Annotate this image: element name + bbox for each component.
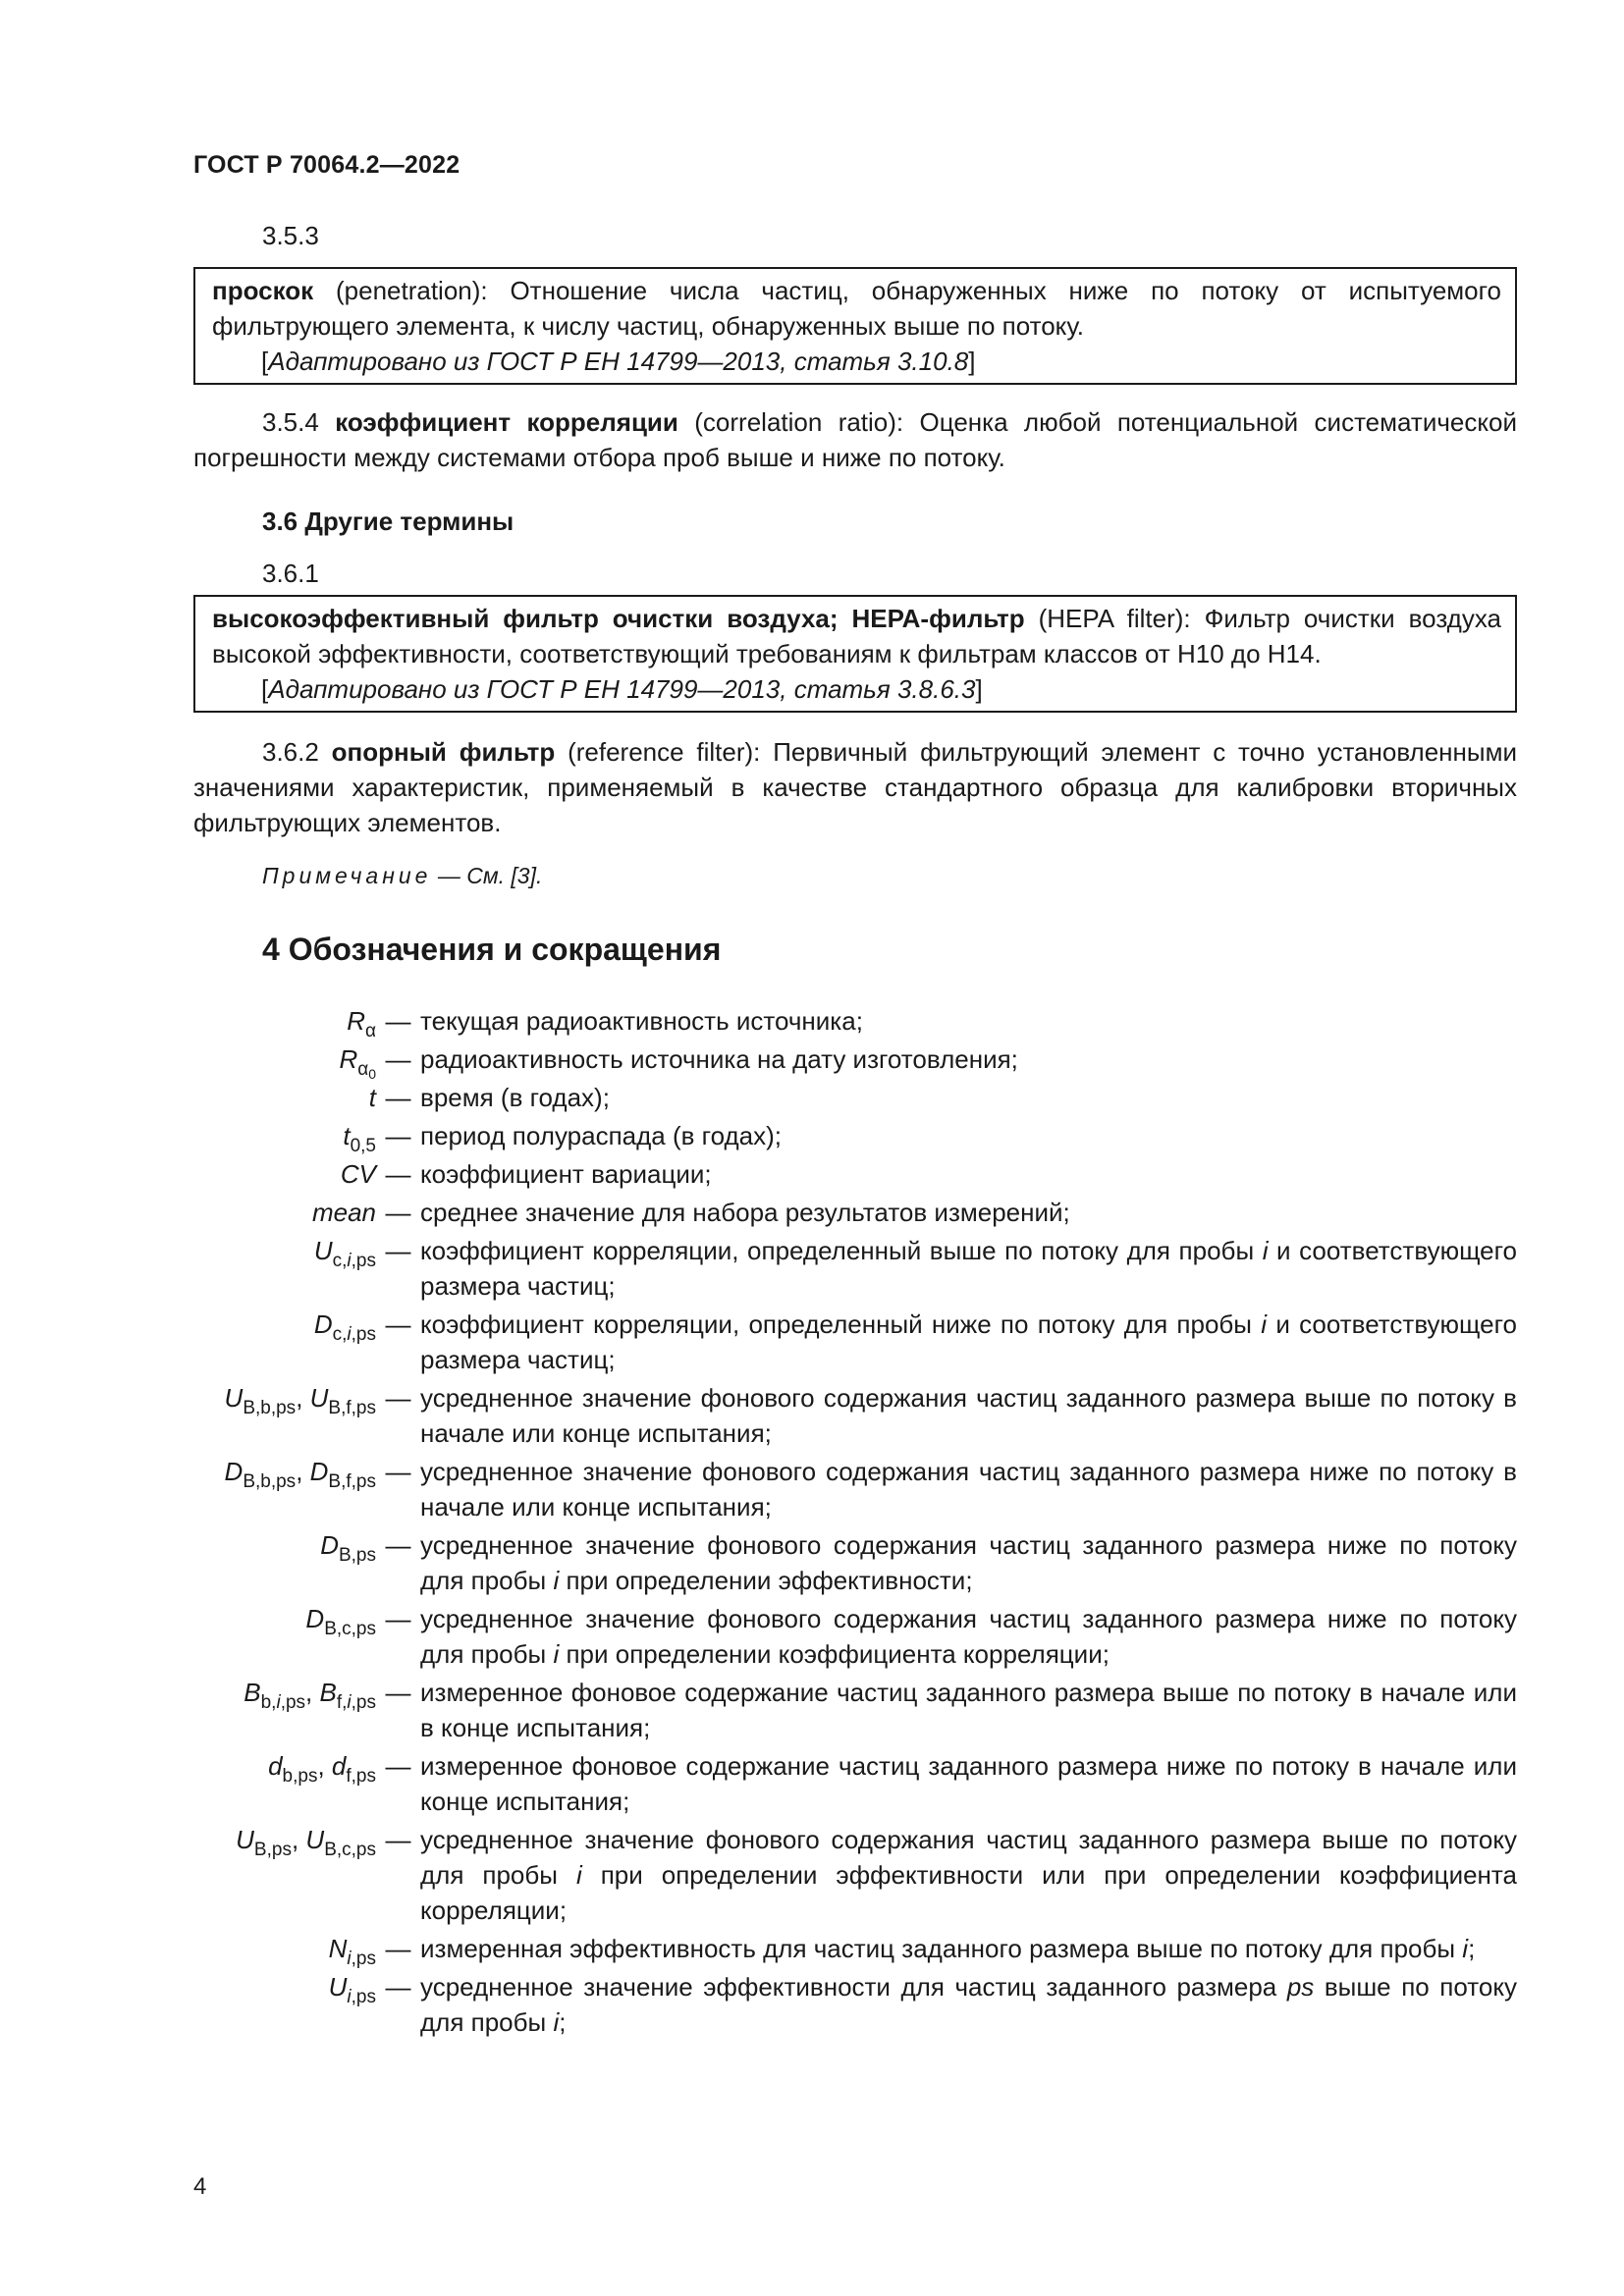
symbol-definition: усредненное значение эффективности для частиц заданного размера ps выше по потоку для пробы i; [420, 1972, 1517, 2037]
symbol-definition: усредненное значение фонового содержания частиц заданного размера ниже по потоку для пробы i при определении эффективности; [420, 1530, 1517, 1595]
symbol-row: $R_\alpha$ — текущая радиоактивность источника; [147, 1003, 1517, 1039]
term-name: коэффициент корреляции [335, 407, 678, 437]
symbol-definition: измеренная эффективность для частиц заданного размера выше по потоку для пробы i; [420, 1934, 1476, 1963]
symbols-list [147, 1003, 1517, 2043]
symbol-definition: среднее значение для набора результатов измерений; [420, 1198, 1070, 1227]
symbol-row: $d_{b,ps}$, $d_{f,ps}$ — измеренное фоновое содержание частиц заданного размера ниже по потоку в начале или конце испытания; [147, 1748, 1517, 1819]
symbol-row: $D_{B,b,ps}$, $D_{B,f,ps}$ — усредненное значение фонового содержания частиц заданного размера ниже по потоку в начале или конце испытания; [147, 1454, 1517, 1524]
term-source: [Адаптировано из ГОСТ Р ЕН 14799—2013, статья 3.10.8] [261, 347, 976, 376]
symbol-definition: коэффициент корреляции, определенный выше по потоку для пробы i и соответствующего размера частиц; [420, 1236, 1517, 1301]
symbol-row: $U_{c,i,ps}$ — коэффициент корреляции, определенный выше по потоку для пробы i и соответствующего размера частиц; [147, 1233, 1517, 1304]
symbol-definition: время (в годах); [420, 1083, 610, 1112]
symbol-definition: усредненное значение фонового содержания частиц заданного размера выше по потоку в начале или конце испытания; [420, 1383, 1517, 1448]
page-number: 4 [193, 2173, 207, 2200]
symbol: $U_{i,ps}$ [328, 1972, 376, 2007]
symbol-definition: радиоактивность источника на дату изготовления; [420, 1044, 1018, 1074]
term-reference-filter: 3.6.2 опорный фильтр (reference filter): Первичный фильтрующий элемент с точно установленными значениями характеристик, применяемый в качестве стандартного образца для калибровки вторичных фильтрующих элементов. [193, 737, 1517, 837]
symbol-row: $B_{b,i,ps}$, $B_{f,i,ps}$ — измеренное фоновое содержание частиц заданного размера выше по потоку в начале или в конце испытания; [147, 1675, 1517, 1745]
symbol: $d_{b,ps}$, $d_{f,ps}$ [268, 1751, 376, 1787]
term-name: высокоэффективный фильтр очистки воздуха; НЕРА-фильтр [212, 604, 1025, 633]
symbol: t [368, 1083, 376, 1112]
symbol-definition: период полураспада (в годах); [420, 1121, 782, 1150]
symbol-row: $D_{B,ps}$ — усредненное значение фонового содержания частиц заданного размера ниже по потоку для пробы i при определении эффективности; [147, 1527, 1517, 1598]
symbol-row: $U_{B,b,ps}$, $U_{B,f,ps}$ — усредненное значение фонового содержания частиц заданного размера выше по потоку в начале или конце испытания; [147, 1380, 1517, 1451]
symbol: $N_{i,ps}$ [328, 1934, 376, 1969]
symbol: $D_{B,ps}$ [320, 1530, 376, 1566]
symbol: $D_{c,i,ps}$ [313, 1309, 376, 1345]
term-number: 3.6.1 [262, 559, 319, 588]
symbol: $B_{b,i,ps}$, $B_{f,i,ps}$ [244, 1678, 376, 1713]
term-name: проскок [212, 276, 314, 305]
term-correlation-ratio: 3.5.4 коэффициент корреляции (correlation ratio): Оценка любой потенциальной систематической погрешности между системами отбора проб выше и ниже по потоку. [193, 407, 1517, 472]
symbol: CV [340, 1159, 376, 1189]
note: Примечание — См. [3]. [262, 863, 543, 888]
symbol-row: $R_{\alpha_0}$ — радиоактивность источника на дату изготовления; [147, 1041, 1517, 1077]
term-source: [Адаптировано из ГОСТ Р ЕН 14799—2013, статья 3.8.6.3] [261, 674, 983, 704]
symbol-definition: коэффициент корреляции, определенный ниже по потоку для пробы i и соответствующего размера частиц; [420, 1309, 1517, 1374]
symbol-row: $U_{B,ps}$, $U_{B,c,ps}$ — усредненное значение фонового содержания частиц заданного размера выше по потоку для пробы i при определении эффективности или при определении коэффициента корреляции; [147, 1822, 1517, 1928]
symbol-definition: текущая радиоактивность источника; [420, 1006, 863, 1036]
symbol: $U_{B,b,ps}$, $U_{B,f,ps}$ [224, 1383, 376, 1418]
symbol-definition: измеренное фоновое содержание частиц заданного размера выше по потоку в начале или в конце испытания; [420, 1678, 1517, 1742]
document-header: ГОСТ Р 70064.2—2022 [193, 151, 460, 179]
term-definition: высокоэффективный фильтр очистки воздуха; НЕРА-фильтр (HEPA filter): Фильтр очистки воздуха высокой эффективности, соответствующий требованиям к фильтрам классов от H10 до H14. [212, 604, 1502, 668]
symbol-row: t — время (в годах); [147, 1080, 1517, 1115]
term-box-hepa [193, 595, 1517, 713]
symbol: $R_{\alpha_0}$ [339, 1044, 376, 1082]
symbol: $D_{B,b,ps}$, $D_{B,f,ps}$ [224, 1457, 376, 1492]
term-box-penetration [193, 267, 1517, 385]
symbol-definition: измеренное фоновое содержание частиц заданного размера ниже по потоку в начале или конце испытания; [420, 1751, 1517, 1816]
symbol: $U_{c,i,ps}$ [313, 1236, 376, 1271]
subsection-heading: 3.6 Другие термины [262, 507, 514, 536]
term-number: 3.5.3 [262, 221, 319, 250]
symbol-definition: коэффициент вариации; [420, 1159, 712, 1189]
symbol-definition: усредненное значение фонового содержания частиц заданного размера выше по потоку для пробы i при определении эффективности или при определении коэффициента корреляции; [420, 1825, 1517, 1925]
symbol-row: CV — коэффициент вариации; [147, 1156, 1517, 1192]
term-name: опорный фильтр [331, 737, 556, 767]
symbol-row: mean — среднее значение для набора результатов измерений; [147, 1195, 1517, 1230]
symbol: $R_\alpha$ [347, 1006, 376, 1041]
section-heading: 4 Обозначения и сокращения [262, 932, 722, 967]
symbol-row: $D_{c,i,ps}$ — коэффициент корреляции, определенный ниже по потоку для пробы i и соответствующего размера частиц; [147, 1307, 1517, 1377]
symbol-definition: усредненное значение фонового содержания частиц заданного размера ниже по потоку в начале или конце испытания; [420, 1457, 1517, 1522]
symbol-row: $N_{i,ps}$ — измеренная эффективность для частиц заданного размера выше по потоку для пробы i; [147, 1931, 1517, 1966]
symbol: $U_{B,ps}$, $U_{B,c,ps}$ [236, 1825, 376, 1860]
symbol: $t_{0,5}$ [343, 1121, 376, 1156]
symbol-row: $U_{i,ps}$ — усредненное значение эффективности для частиц заданного размера ps выше по потоку для пробы i; [147, 1969, 1517, 2040]
symbol-row: $D_{B,c,ps}$ — усредненное значение фонового содержания частиц заданного размера ниже по потоку для пробы i при определении коэффициента корреляции; [147, 1601, 1517, 1672]
symbol-row: $t_{0,5}$ — период полураспада (в годах); [147, 1118, 1517, 1153]
term-definition: проскок (penetration): Отношение числа частиц, обнаруженных ниже по потоку от испытуемого фильтрующего элемента, к числу частиц, обнаруженных выше по потоку. [212, 276, 1501, 341]
symbol-definition: усредненное значение фонового содержания частиц заданного размера ниже по потоку для пробы i при определении коэффициента корреляции; [420, 1604, 1517, 1669]
symbol: $D_{B,c,ps}$ [305, 1604, 376, 1639]
symbol: mean [311, 1198, 376, 1227]
